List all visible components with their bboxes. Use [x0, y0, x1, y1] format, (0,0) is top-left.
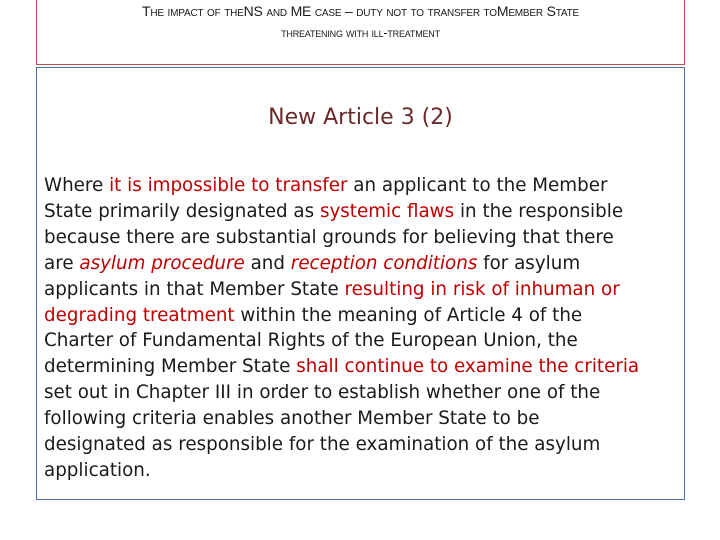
highlighted-text: shall continue to examine the criteria	[296, 356, 640, 378]
body-text-segment: within the meaning of Article 4 of the	[234, 304, 583, 326]
highlighted-text: it is impossible to transfer	[109, 175, 348, 196]
body-text-segment: designated as responsible for the examination of the asylum	[44, 434, 601, 456]
content-box	[36, 67, 685, 500]
slide-title-line-2: threatening with ill-treatment	[281, 26, 440, 40]
highlighted-text: systemic flaws	[319, 200, 455, 222]
body-text-segment: in the responsible	[454, 200, 624, 222]
body-text-segment: set out in Chapter III in order to establish whether one of the	[44, 382, 601, 404]
highlighted-text: asylum procedure	[79, 252, 245, 274]
article-body-line	[44, 251, 684, 277]
body-text-segment: following criteria enables another Member State to be	[44, 408, 540, 430]
article-heading: New Article 3 (2)	[268, 105, 453, 130]
highlighted-text: reception conditions	[290, 252, 478, 274]
body-text-segment: are	[44, 252, 80, 274]
body-text-segment: State primarily designated as	[44, 200, 320, 222]
article-body-line	[44, 380, 684, 406]
slide-title-box	[36, 0, 685, 65]
body-text-segment: and	[244, 252, 291, 274]
article-body-line	[44, 432, 684, 458]
slide-title-line-1: The impact of theNS and ME case – duty not to transfer toMember State	[142, 3, 579, 19]
article-body-line	[44, 303, 684, 329]
article-body-line	[44, 277, 684, 303]
body-text-segment: an applicant to the Member	[347, 175, 608, 196]
body-text-segment: because there are substantial grounds for believing that there	[44, 226, 614, 248]
body-text-segment: for asylum	[477, 252, 581, 274]
highlighted-text: resulting in risk of inhuman or	[344, 278, 620, 300]
body-text-segment: application.	[44, 459, 151, 481]
article-body-line	[44, 458, 684, 484]
article-body-line	[44, 173, 684, 199]
body-text-segment: Charter of Fundamental Rights of the European Union, the	[44, 330, 578, 352]
article-body	[44, 173, 684, 484]
body-text-segment: determining Member State	[44, 356, 297, 378]
article-body-line	[44, 199, 684, 225]
article-body-line	[44, 328, 684, 354]
article-body-line	[44, 406, 684, 432]
body-text-segment: applicants in that Member State	[44, 278, 345, 300]
article-body-line	[44, 354, 684, 380]
article-body-line	[44, 225, 684, 251]
body-text-segment: Where	[44, 175, 110, 196]
highlighted-text: degrading treatment	[44, 304, 235, 326]
